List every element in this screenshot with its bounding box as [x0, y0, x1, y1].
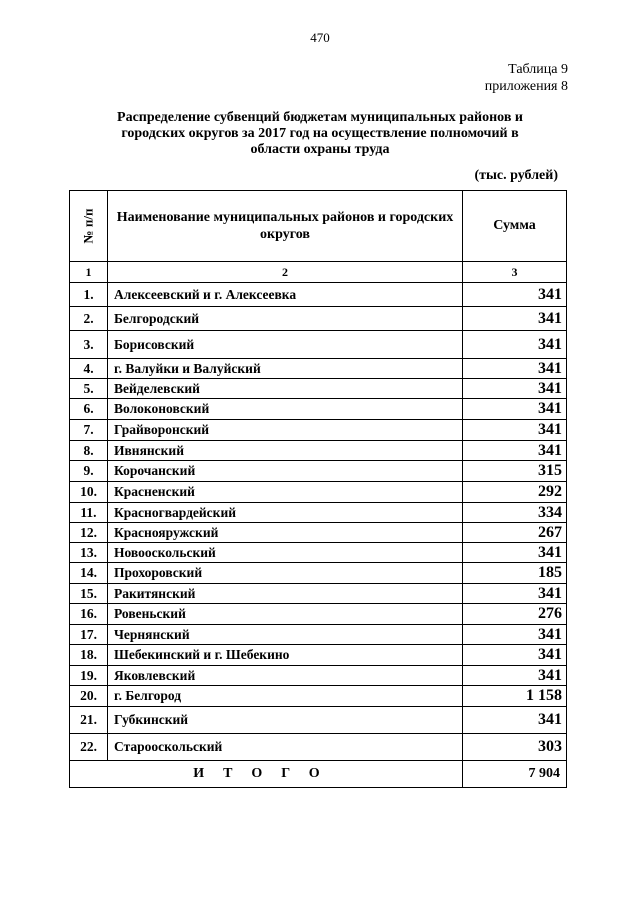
- row-number: 13.: [70, 543, 108, 563]
- table-header-row: [70, 191, 567, 262]
- row-number: 4.: [70, 359, 108, 379]
- row-sum: 267: [463, 523, 567, 543]
- row-name: Белгородский: [108, 307, 463, 331]
- row-sum: 341: [463, 707, 567, 734]
- table-row: [70, 523, 567, 543]
- row-sum: 334: [463, 503, 567, 523]
- table-label-line1: Таблица 9: [508, 62, 568, 77]
- table-row: [70, 461, 567, 482]
- column-number: 1: [70, 262, 108, 283]
- row-number: 5.: [70, 379, 108, 399]
- page-number: 470: [310, 30, 330, 45]
- row-number: 21.: [70, 707, 108, 734]
- row-number: 8.: [70, 441, 108, 461]
- row-number: 10.: [70, 482, 108, 503]
- row-sum: 341: [463, 584, 567, 604]
- row-sum: 185: [463, 563, 567, 584]
- table-row: [70, 543, 567, 563]
- row-sum: 292: [463, 482, 567, 503]
- row-number: 22.: [70, 734, 108, 761]
- table-row: [70, 625, 567, 645]
- row-name: Корочанский: [108, 461, 463, 482]
- document-title: Распределение субвенций бюджетам муниципальных районов и городских округов за 2017 год на осуществление полномочий в области охраны труда: [117, 110, 523, 157]
- row-name: г. Валуйки и Валуйский: [108, 359, 463, 379]
- header-sum: Сумма: [463, 191, 567, 262]
- row-number: 12.: [70, 523, 108, 543]
- table-row: [70, 379, 567, 399]
- table-label-line2: приложения 8: [484, 79, 568, 94]
- row-name: Прохоровский: [108, 563, 463, 584]
- column-number: 2: [108, 262, 463, 283]
- table-row: [70, 331, 567, 359]
- table-row: [70, 441, 567, 461]
- row-sum: 315: [463, 461, 567, 482]
- table-row: [70, 707, 567, 734]
- row-sum: 341: [463, 331, 567, 359]
- row-name: Ивнянский: [108, 441, 463, 461]
- row-name: Губкинский: [108, 707, 463, 734]
- subvention-table: [69, 190, 567, 788]
- row-sum: 341: [463, 283, 567, 307]
- row-number: 15.: [70, 584, 108, 604]
- table-row: [70, 584, 567, 604]
- row-name: Вейделевский: [108, 379, 463, 399]
- table-row: [70, 686, 567, 707]
- total-sum: 7 904: [463, 761, 567, 788]
- row-name: Ракитянский: [108, 584, 463, 604]
- table-row: [70, 399, 567, 420]
- row-sum: 276: [463, 604, 567, 625]
- row-sum: 341: [463, 359, 567, 379]
- row-name: г. Белгород: [108, 686, 463, 707]
- header-name: Наименование муниципальных районов и городских округов: [108, 191, 463, 262]
- row-sum: 341: [463, 307, 567, 331]
- column-number: 3: [463, 262, 567, 283]
- row-sum: 341: [463, 379, 567, 399]
- row-name: Грайворонский: [108, 420, 463, 441]
- row-number: 2.: [70, 307, 108, 331]
- row-name: Волоконовский: [108, 399, 463, 420]
- row-sum: 341: [463, 420, 567, 441]
- header-num-label: № п/п: [80, 208, 96, 244]
- table-row: [70, 359, 567, 379]
- row-name: Старооскольский: [108, 734, 463, 761]
- row-name: Шебекинский и г. Шебекино: [108, 645, 463, 666]
- row-sum: 341: [463, 625, 567, 645]
- row-sum: 341: [463, 399, 567, 420]
- row-number: 18.: [70, 645, 108, 666]
- table-row: [70, 503, 567, 523]
- table-row: [70, 734, 567, 761]
- table-row: [70, 666, 567, 686]
- row-name: Краснояружский: [108, 523, 463, 543]
- total-row: [70, 761, 567, 788]
- table-row: [70, 482, 567, 503]
- row-name: Чернянский: [108, 625, 463, 645]
- row-name: Красногвардейский: [108, 503, 463, 523]
- table-row: [70, 563, 567, 584]
- table-label: [485, 61, 568, 95]
- row-sum: 341: [463, 441, 567, 461]
- row-number: 16.: [70, 604, 108, 625]
- column-number-row: [70, 262, 567, 283]
- row-sum: 341: [463, 543, 567, 563]
- table-row: [70, 307, 567, 331]
- row-number: 20.: [70, 686, 108, 707]
- total-label: ИТОГО: [70, 761, 463, 788]
- row-number: 3.: [70, 331, 108, 359]
- row-name: Алексеевский и г. Алексеевка: [108, 283, 463, 307]
- row-number: 14.: [70, 563, 108, 584]
- header-num: [70, 191, 108, 262]
- table-row: [70, 645, 567, 666]
- row-number: 17.: [70, 625, 108, 645]
- table-body: [70, 283, 567, 761]
- row-name: Ровеньский: [108, 604, 463, 625]
- table-row: [70, 604, 567, 625]
- row-sum: 1 158: [463, 686, 567, 707]
- row-number: 11.: [70, 503, 108, 523]
- row-name: Яковлевский: [108, 666, 463, 686]
- row-number: 7.: [70, 420, 108, 441]
- table-row: [70, 283, 567, 307]
- row-name: Новооскольский: [108, 543, 463, 563]
- row-number: 6.: [70, 399, 108, 420]
- row-name: Красненский: [108, 482, 463, 503]
- table-row: [70, 420, 567, 441]
- units-label: (тыс. рублей): [474, 168, 558, 183]
- row-sum: 341: [463, 645, 567, 666]
- row-sum: 303: [463, 734, 567, 761]
- row-number: 1.: [70, 283, 108, 307]
- row-sum: 341: [463, 666, 567, 686]
- row-name: Борисовский: [108, 331, 463, 359]
- row-number: 9.: [70, 461, 108, 482]
- row-number: 19.: [70, 666, 108, 686]
